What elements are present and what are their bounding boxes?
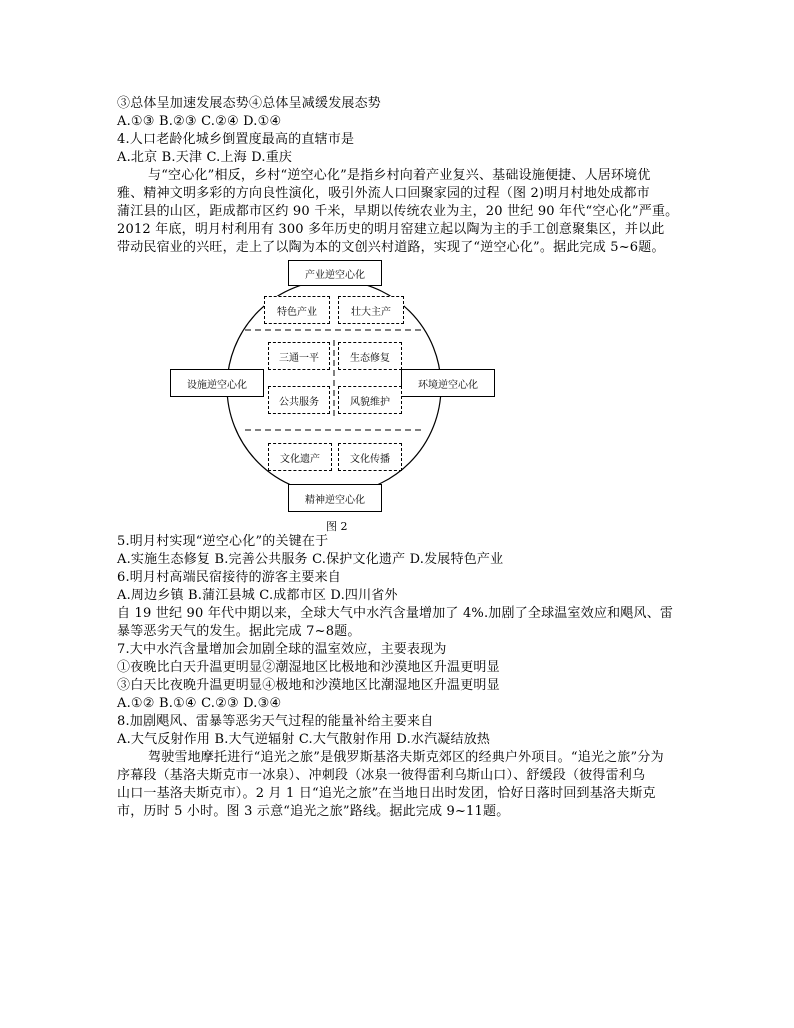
question-4: 4.人口老龄化城乡倒置度最高的直辖市是	[117, 132, 355, 147]
inner-box-culture-spread: 文化传播	[338, 443, 402, 471]
q3-options: A.①③ B.②③ C.②④ D.①④	[117, 114, 282, 129]
figure-2-diagram	[170, 260, 500, 516]
option-line-3-4: ③总体呈加速发展态势④总体呈减缓发展态势	[117, 96, 382, 111]
paragraph-1-line-4: 2012 年底，明月村利用有 300 多年历史的明月窑建立起以陶为主的手工创意聚集区，并以此	[117, 222, 665, 237]
q8-options: A.大气反射作用 B.大气逆辐射 C.大气散射作用 D.水汽凝结放热	[117, 732, 491, 747]
inner-box-public-service: 公共服务	[268, 386, 330, 414]
q4-options: A.北京 B.天津 C.上海 D.重庆	[117, 150, 293, 165]
q7-statement-b: ③白天比夜晚升温更明显④极地和沙漠地区比潮湿地区升温更明显	[117, 678, 500, 693]
inner-box-industry: 特色产业	[264, 296, 330, 324]
figure-2-caption: 图 2	[326, 520, 348, 533]
paragraph-1-line-1: 与“空心化”相反，乡村“逆空心化”是指乡村向着产业复兴、基础设施便捷、人居环境优	[148, 168, 651, 183]
inner-box-culture-heritage: 文化遗产	[268, 443, 332, 471]
paragraph-3-line-2: 序幕段（基洛夫斯克市一冰泉）、冲刺段（冰泉一彼得雷利乌斯山口）、舒缓段（彼得雷利乌	[117, 768, 646, 783]
inner-box-landscape: 风貌维护	[338, 386, 402, 414]
question-6: 6.明月村高端民宿接待的游客主要来自	[117, 570, 342, 585]
q6-options: A.周边乡镇 B.蒲江县城 C.成都市区 D.四川省外	[117, 588, 398, 603]
paragraph-3-line-1: 驾驶雪地摩托进行“追光之旅”是俄罗斯基洛夫斯克郊区的经典户外项目。“追光之旅”分为	[148, 750, 664, 765]
inner-box-ecology: 生态修复	[338, 342, 402, 370]
paragraph-2-line-1: 自 19 世纪 90 年代中期以来，全球大气中水汽含量增加了 4%.加剧了全球温室效应和飓风、雷	[117, 606, 674, 621]
question-7: 7.大中水汽含量增加会加剧全球的温室效应，主要表现为	[117, 642, 447, 657]
question-5: 5.明月村实现“逆空心化”的关键在于	[117, 534, 329, 549]
right-label-box: 环境逆空心化	[401, 369, 495, 397]
inner-box-infrastructure: 三通一平	[268, 342, 330, 370]
paragraph-1-line-5: 带动民宿业的兴旺，走上了以陶为本的文创兴村道路，实现了“逆空心化”。据此完成 5~6题。	[117, 240, 665, 255]
bottom-label-box: 精神逆空心化	[288, 484, 382, 512]
top-label-box: 产业逆空心化	[288, 260, 382, 286]
q5-options: A.实施生态修复 B.完善公共服务 C.保护文化遗产 D.发展特色产业	[117, 552, 504, 567]
paragraph-2-line-2: 暴等恶劣天气的发生。据此完成 7~8题。	[117, 624, 361, 639]
question-8: 8.加剧飓风、雷暴等恶劣天气过程的能量补给主要来自	[117, 714, 434, 729]
paragraph-3-line-4: 市，历时 5 小时。图 3 示意“追光之旅”路线。据此完成 9~11题。	[117, 804, 510, 819]
q7-options: A.①② B.①④ C.②③ D.③④	[117, 696, 282, 711]
paragraph-1-line-3: 蒲江县的山区，距成都市区约 90 千米，早期以传统农业为主，20 世纪 90 年代“空心化”严重。	[117, 204, 679, 219]
paragraph-1-line-2: 雅、精神文明多彩的方向良性演化，吸引外流人口回聚家园的过程（图 2)明月村地处成都市	[117, 186, 650, 201]
inner-box-main-industry: 壮大主产	[338, 296, 404, 324]
q7-statement-a: ①夜晚比白天升温更明显②潮湿地区比极地和沙漠地区升温更明显	[117, 660, 500, 675]
paragraph-3-line-3: 山口一基洛夫斯克市）。2 月 1 日“追光之旅”在当地日出时发团，恰好日落时回到基洛夫斯克	[117, 786, 656, 801]
left-label-box: 设施逆空心化	[170, 369, 264, 397]
